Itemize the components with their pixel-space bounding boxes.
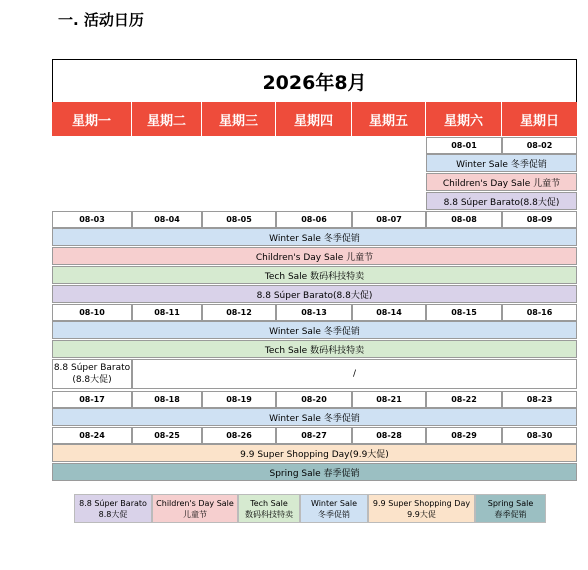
date-cell[interactable]: 08-27 (276, 427, 352, 444)
event-bar-children[interactable]: Children's Day Sale 儿童节 (426, 173, 577, 191)
legend-label: 9.9 Super Shopping Day (372, 498, 471, 508)
date-cell[interactable]: 08-26 (202, 427, 276, 444)
legend-shopping-day (368, 494, 475, 523)
date-cell[interactable]: 08-20 (276, 391, 352, 408)
date-cell[interactable]: 08-13 (276, 304, 352, 321)
weekday-header-thu: 星期四 (276, 102, 352, 136)
date-cell[interactable]: 08-23 (502, 391, 577, 408)
date-cell[interactable]: 08-17 (52, 391, 132, 408)
date-cell[interactable]: 08-07 (352, 211, 426, 228)
legend-label: 9.9大促 (407, 509, 436, 519)
activity-calendar (52, 59, 577, 479)
legend-label: Spring Sale (487, 498, 534, 508)
section-heading: 一. 活动日历 (58, 11, 144, 29)
date-cell[interactable]: 08-24 (52, 427, 132, 444)
event-label: (8.8大促) (72, 375, 112, 385)
event-bar-shopping-day[interactable]: 9.9 Super Shopping Day(9.9大促) (52, 444, 577, 462)
legend-spring (475, 494, 546, 523)
event-bar-winter[interactable]: Winter Sale 冬季促销 (52, 408, 577, 426)
date-cell[interactable]: 08-09 (502, 211, 577, 228)
empty-event-cell: / (132, 359, 577, 389)
weekday-header-wed: 星期三 (202, 102, 276, 136)
legend-label: 儿童节 (183, 509, 207, 519)
date-cell[interactable]: 08-04 (132, 211, 202, 228)
event-bar-tech[interactable]: Tech Sale 数码科技特卖 (52, 266, 577, 284)
event-label: 8.8 Súper Barato (53, 363, 131, 373)
date-cell[interactable]: 08-18 (132, 391, 202, 408)
legend-label: 8.8 Súper Barato (79, 498, 147, 508)
event-bar-spring[interactable]: Spring Sale 春季促销 (52, 463, 577, 481)
event-bar-children[interactable]: Children's Day Sale 儿童节 (52, 247, 577, 265)
date-cell[interactable]: 08-30 (502, 427, 577, 444)
date-cell[interactable]: 08-03 (52, 211, 132, 228)
date-cell[interactable]: 08-02 (502, 137, 577, 154)
date-cell[interactable]: 08-19 (202, 391, 276, 408)
date-cell[interactable]: 08-08 (426, 211, 502, 228)
date-cell[interactable]: 08-14 (352, 304, 426, 321)
weekday-header-mon: 星期一 (52, 102, 132, 136)
legend-tech (238, 494, 300, 523)
legend-label: Tech Sale (250, 498, 288, 508)
date-cell[interactable]: 08-01 (426, 137, 502, 154)
calendar-title: 2026年8月 (52, 59, 577, 103)
legend-children (152, 494, 238, 523)
date-cell[interactable]: 08-10 (52, 304, 132, 321)
event-bar-super-barato[interactable]: 8.8 Súper Barato(8.8大促) (52, 285, 577, 303)
legend-label: 数码科技特卖 (245, 509, 293, 519)
date-cell[interactable]: 08-06 (276, 211, 352, 228)
date-cell[interactable]: 08-22 (426, 391, 502, 408)
legend-super-barato (74, 494, 152, 523)
event-bar-winter[interactable]: Winter Sale 冬季促销 (52, 228, 577, 246)
date-cell[interactable]: 08-29 (426, 427, 502, 444)
legend-label: 冬季促销 (318, 509, 350, 519)
legend-label: 8.8大促 (98, 509, 128, 519)
date-cell[interactable]: 08-05 (202, 211, 276, 228)
date-cell[interactable]: 08-21 (352, 391, 426, 408)
event-bar-winter[interactable]: Winter Sale 冬季促销 (52, 321, 577, 339)
legend-winter (300, 494, 368, 523)
weekday-header-tue: 星期二 (132, 102, 202, 136)
date-cell[interactable]: 08-16 (502, 304, 577, 321)
weekday-header-fri: 星期五 (352, 102, 426, 136)
event-bar-tech[interactable]: Tech Sale 数码科技特卖 (52, 340, 577, 358)
weekday-header-sun: 星期日 (502, 102, 577, 136)
date-cell[interactable]: 08-15 (426, 304, 502, 321)
date-cell[interactable]: 08-25 (132, 427, 202, 444)
weekday-header-sat: 星期六 (426, 102, 502, 136)
legend-label: Children's Day Sale (156, 498, 234, 508)
legend-label: Winter Sale (310, 498, 358, 508)
date-cell[interactable]: 08-12 (202, 304, 276, 321)
event-bar-super-barato[interactable]: 8.8 Súper Barato(8.8大促) (426, 192, 577, 210)
event-bar-winter[interactable]: Winter Sale 冬季促销 (426, 154, 577, 172)
date-cell[interactable]: 08-28 (352, 427, 426, 444)
legend-label: 春季促销 (494, 509, 527, 519)
date-cell[interactable]: 08-11 (132, 304, 202, 321)
event-cell-super-barato[interactable] (52, 359, 132, 389)
